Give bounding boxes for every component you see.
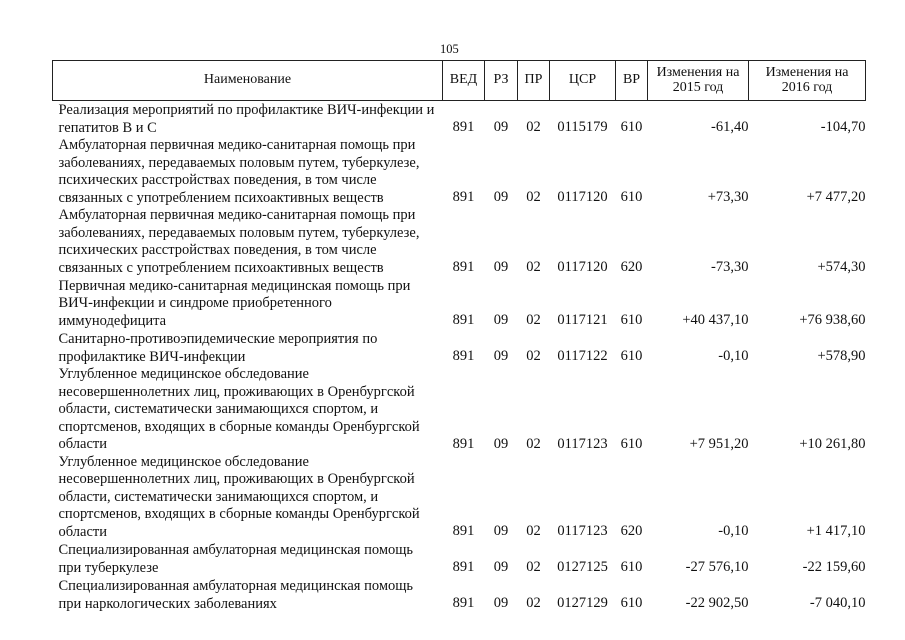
row-name: Амбулаторная первичная медико-санитарная помощь при заболеваниях, передаваемых половым путем, туберкулезе, психических расстройствах поведения, в том числе связанных с употреблением психоактивных веществ: [58, 137, 420, 206]
row-change-2016: +7 477,20: [806, 189, 866, 205]
row-name: Санитарно-противоэпидемические мероприятия по профилактике ВИЧ-инфекции: [58, 331, 378, 365]
row-vr: 610: [620, 348, 643, 364]
table-row: [53, 577, 866, 613]
row-csr: 0117123: [557, 435, 608, 452]
row-ved: 891: [452, 312, 475, 328]
row-change-2016: -7 040,10: [809, 595, 866, 611]
row-rz: 09: [493, 559, 509, 575]
row-name: Специализированная амбулаторная медицинская помощь при наркологических заболеваниях: [58, 578, 414, 612]
row-change-2015: -0,10: [718, 523, 749, 539]
row-vr: 610: [620, 312, 643, 328]
row-change-2016: +1 417,10: [806, 523, 866, 539]
table-row: [53, 366, 866, 454]
row-change-2016: +10 261,80: [799, 435, 866, 452]
table-row: [53, 454, 866, 542]
table-row: [53, 137, 866, 207]
row-rz: 09: [493, 523, 509, 539]
row-csr: 0117121: [557, 312, 608, 328]
row-ved: 891: [452, 259, 475, 275]
row-rz: 09: [493, 259, 509, 275]
row-pr: 02: [526, 435, 541, 452]
row-vr: 620: [620, 523, 643, 539]
row-change-2015: +40 437,10: [682, 312, 749, 328]
row-ved: 891: [452, 119, 475, 135]
row-pr: 02: [526, 189, 541, 205]
row-change-2015: -27 576,10: [685, 559, 749, 575]
row-vr: 610: [620, 435, 643, 452]
row-pr: 02: [526, 348, 541, 364]
row-csr: 0127129: [557, 595, 608, 611]
row-rz: 09: [493, 119, 509, 135]
row-ved: 891: [452, 595, 475, 611]
table-header-row: [53, 61, 866, 101]
table-row: [53, 101, 866, 138]
row-name: Специализированная амбулаторная медицинская помощь при туберкулезе: [58, 542, 414, 576]
row-change-2015: -61,40: [711, 119, 749, 135]
row-csr: 0115179: [557, 119, 608, 135]
row-csr: 0127125: [557, 559, 608, 575]
row-pr: 02: [526, 259, 541, 275]
row-ved: 891: [452, 435, 475, 452]
row-change-2015: +73,30: [707, 189, 749, 205]
row-name: Реализация мероприятий по профилактике ВИЧ-инфекции и гепатитов В и С: [58, 102, 435, 136]
row-change-2015: -22 902,50: [685, 595, 749, 611]
row-csr: 0117120: [557, 259, 608, 275]
row-ved: 891: [452, 523, 475, 539]
header-change-2016: Изменения на 2016 год: [749, 61, 866, 101]
header-csr: ЦСР: [550, 61, 616, 101]
row-pr: 02: [526, 559, 541, 575]
row-change-2015: -0,10: [718, 348, 749, 364]
row-rz: 09: [493, 189, 509, 205]
row-csr: 0117122: [557, 348, 608, 364]
header-name: Наименование: [53, 61, 443, 101]
row-change-2016: +578,90: [817, 348, 866, 364]
row-vr: 610: [620, 119, 643, 135]
page-number: 105: [440, 42, 459, 56]
row-vr: 610: [620, 189, 643, 205]
row-ved: 891: [452, 559, 475, 575]
row-change-2016: +574,30: [817, 259, 866, 275]
table-row: [53, 541, 866, 577]
row-rz: 09: [493, 312, 509, 328]
row-name: Амбулаторная первичная медико-санитарная помощь при заболеваниях, передаваемых половым путем, туберкулезе, психических расстройствах поведения, в том числе связанных с употреблением психоактивных веществ: [58, 207, 420, 276]
row-vr: 610: [620, 595, 643, 611]
row-pr: 02: [526, 119, 541, 135]
row-pr: 02: [526, 523, 541, 539]
row-ved: 891: [452, 189, 475, 205]
row-change-2016: -104,70: [820, 119, 866, 135]
row-rz: 09: [493, 348, 509, 364]
row-csr: 0117123: [557, 523, 608, 539]
row-name: Углубленное медицинское обследование несовершеннолетних лиц, проживающих в Оренбургской области, систематически занимающихся спортом, и спортсменов, входящих в сборные команды Оренбургской области: [58, 366, 420, 452]
header-ved: ВЕД: [443, 61, 485, 101]
header-rz: РЗ: [485, 61, 518, 101]
row-name: Углубленное медицинское обследование несовершеннолетних лиц, проживающих в Оренбургской области, систематически занимающихся спортом, и спортсменов, входящих в сборные команды Оренбургской области: [58, 453, 420, 540]
row-vr: 610: [620, 559, 643, 575]
row-rz: 09: [493, 595, 509, 611]
header-vr: ВР: [616, 61, 648, 101]
row-rz: 09: [493, 435, 509, 452]
header-change-2015: Изменения на 2015 год: [648, 61, 749, 101]
row-pr: 02: [526, 595, 541, 611]
budget-changes-table: [52, 60, 866, 613]
row-pr: 02: [526, 312, 541, 328]
row-csr: 0117120: [557, 189, 608, 205]
row-change-2016: +76 938,60: [799, 312, 866, 328]
row-change-2015: -73,30: [711, 259, 749, 275]
row-name: Первичная медико-санитарная медицинская помощь при ВИЧ-инфекции и синдроме приобретенного иммунодефицита: [58, 277, 411, 329]
table-row: [53, 330, 866, 366]
table-row: [53, 207, 866, 277]
table-row: [53, 277, 866, 330]
row-ved: 891: [452, 348, 475, 364]
row-change-2015: +7 951,20: [689, 435, 749, 452]
row-vr: 620: [620, 259, 643, 275]
row-change-2016: -22 159,60: [802, 559, 866, 575]
header-pr: ПР: [518, 61, 550, 101]
